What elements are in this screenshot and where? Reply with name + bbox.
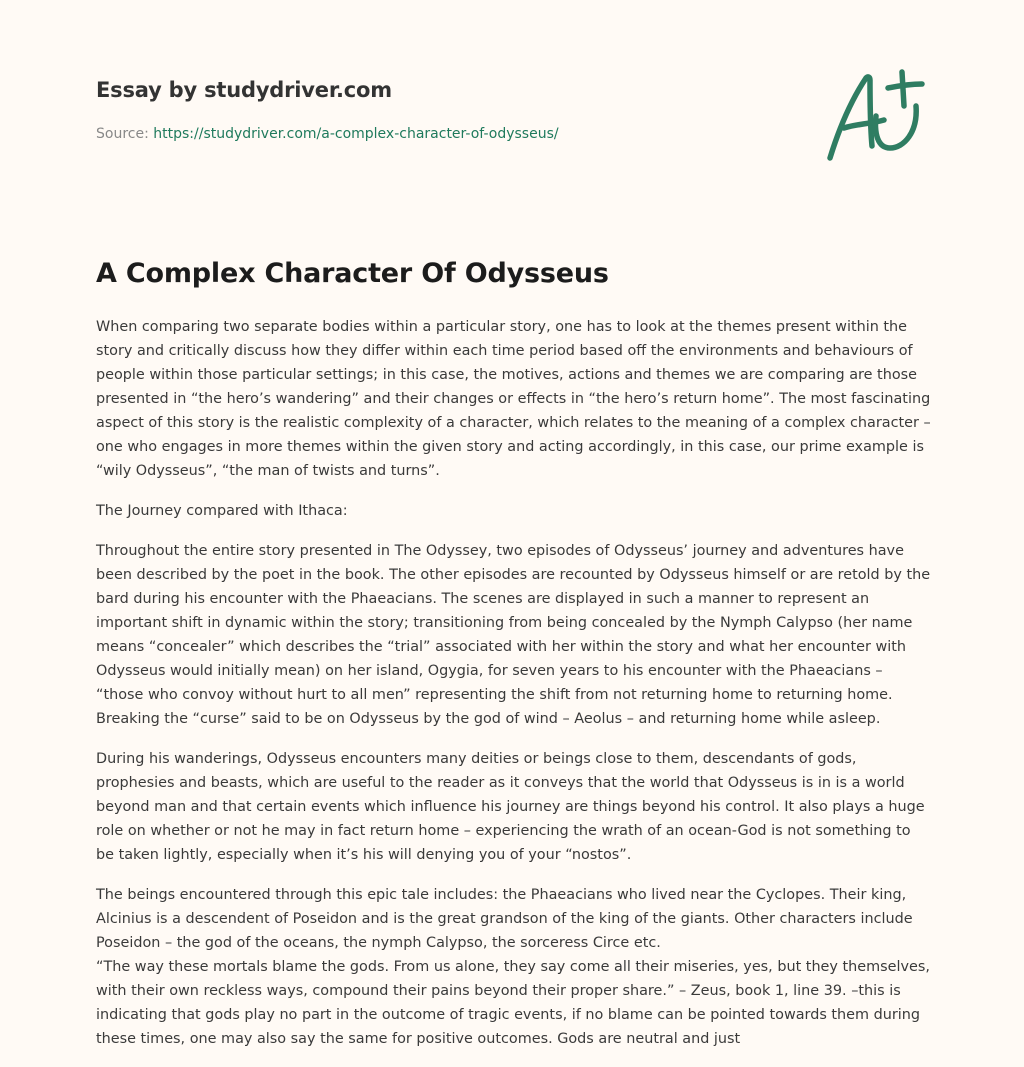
essay-title: A Complex Character Of Odysseus xyxy=(96,258,609,289)
essay-quote-paragraph: “The way these mortals blame the gods. From us alone, they say come all their miseries, yes, but they themselves, with their own reckless ways, compound their pains beyond their proper share.” – Zeus, book 1, line 39. –this is indicating that gods play no part in the outcome of tragic events, if no blame can be pointed towards them during these times, one may also say the same for positive outcomes. Gods are neutral and just xyxy=(96,959,930,1047)
source-line xyxy=(96,124,796,144)
essay-paragraph: When comparing two separate bodies within a particular story, one has to look at the themes present within the story and critically discuss how they differ within each time period based off the environments and behaviours of people within those particular settings; in this case, the motives, actions and themes we are comparing are those presented in “the hero’s wandering” and their changes or effects in “the hero’s return home”. The most fascinating aspect of this story is the realistic complexity of a character, which relates to the meaning of a complex character – one who engages in more themes within the given story and acting accordingly, in this case, our prime example is “wily Odysseus”, “the man of twists and turns”. xyxy=(96,319,931,479)
essay-section-heading: The Journey compared with Ithaca: xyxy=(96,503,348,519)
essay-paragraph: Throughout the entire story presented in The Odyssey, two episodes of Odysseus’ journey and adventures have been described by the poet in the book. The other episodes are recounted by Odysseus himself or are retold by the bard during his encounter with the Phaeacians. The scenes are displayed in such a manner to represent an important shift in dynamic within the story; transitioning from being concealed by the Nymph Calypso (her name means “concealer” which describes the “trial” associated with her within the story and what her encounter with Odysseus would initially mean) on her island, Ogygia, for seven years to his encounter with the Phaeacians – “those who convoy without hurt to all men” representing the shift from not returning home to returning home. Breaking the “curse” said to be on Odysseus by the god of wind – Aeolus – and returning home while asleep. xyxy=(96,543,931,727)
a-plus-grade-icon xyxy=(822,68,930,168)
essay-body xyxy=(96,315,932,1067)
page-header xyxy=(96,74,796,144)
essay-paragraph: During his wanderings, Odysseus encounters many deities or beings close to them, descendants of gods, prophesies and beasts, which are useful to the reader as it conveys that the world that Odysseus is in is a world beyond man and that certain events which influence his journey are things beyond his control. It also plays a huge role on whether or not he may in fact return home – experiencing the wrath of an ocean-God is not something to be taken lightly, especially when it’s his will denying you of your “nostos”. xyxy=(96,751,925,863)
source-label: Source: xyxy=(96,126,149,142)
source-link[interactable]: https://studydriver.com/a-complex-character-of-odysseus/ xyxy=(153,126,559,142)
essay-paragraph: The beings encountered through this epic tale includes: the Phaeacians who lived near the Cyclopes. Their king, Alcinius is a descendent of Poseidon and is the great grandson of the king of the giants. Other characters include Poseidon – the god of the oceans, the nymph Calypso, the sorceress Circe etc. xyxy=(96,887,913,951)
site-title: Essay by studydriver.com xyxy=(96,78,392,102)
